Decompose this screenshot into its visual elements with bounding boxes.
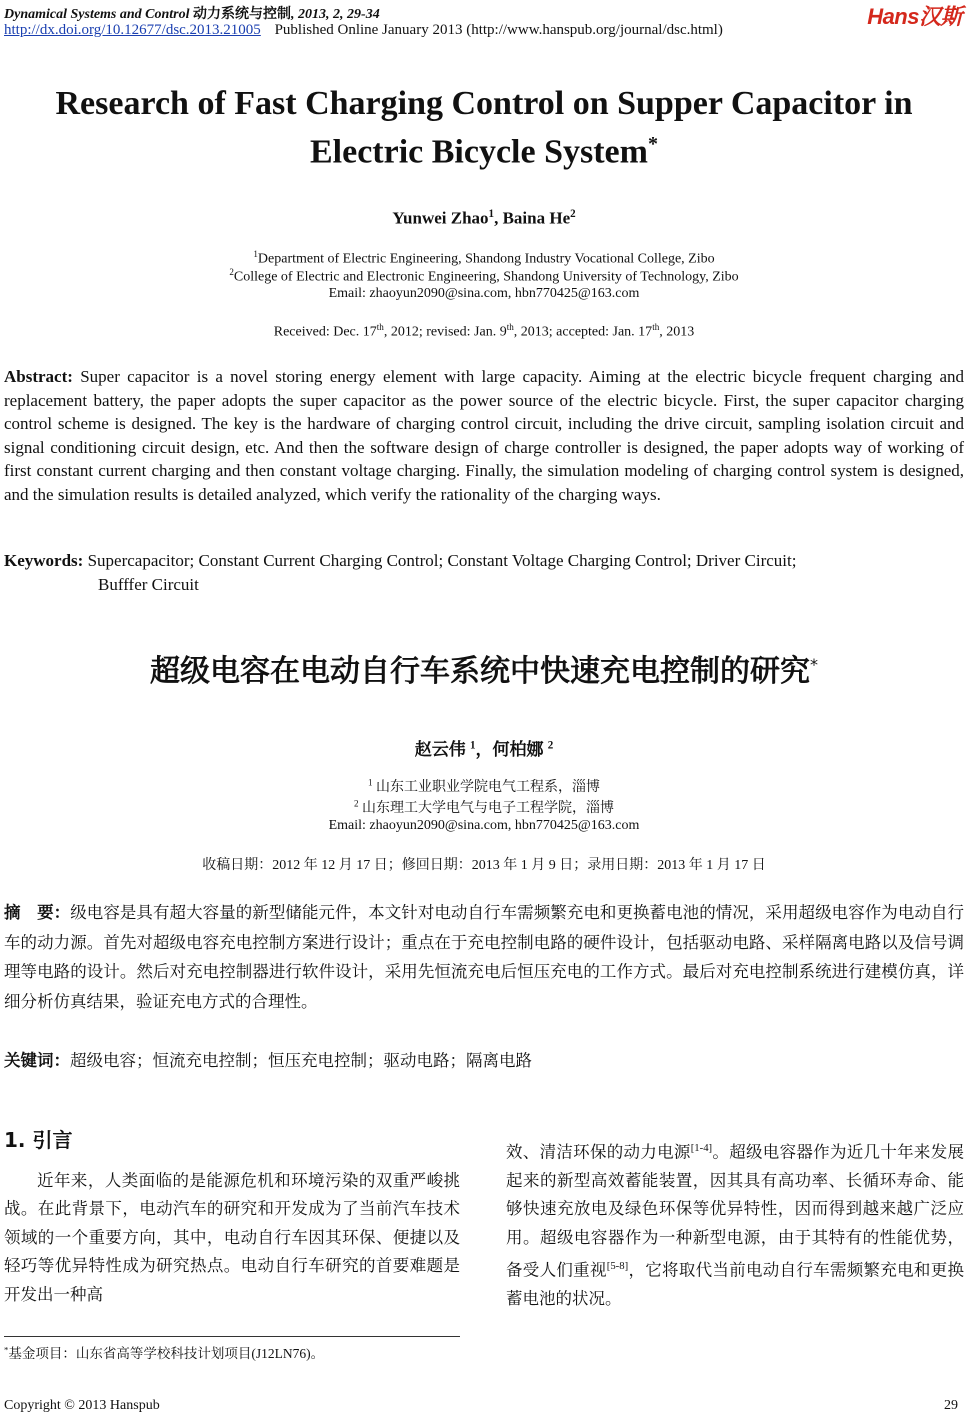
intro-right-column: 效、清洁环保的动力电源[1-4]。超级电容器作为近几十年来发展起来的新型高效蓄能装置，因其具有高功率、长循环寿命、能够快速充放电及绿色环保等优异特性，因而得到越来越广泛应用。超级电容器作为一种新型电源，由于其特有的性能优势，备受人们重视[5-8]，它将取代当前电动自行车需频繁充电和更换蓄电池的状况。 xyxy=(506,1142,965,1309)
authors-cn: 赵云伟 $^1$，何柏娜 $^2$ xyxy=(414,739,554,759)
author-2-cn: 何柏娜 xyxy=(492,740,544,759)
section-heading-introduction: 1. 引言 xyxy=(4,1128,73,1152)
citation-ref: [5-8] xyxy=(606,1260,629,1273)
email-en: Email: zhaoyun2090@sina.com, hbn770425@163.com xyxy=(328,286,640,301)
dates-cn: 收稿日期：2012 年 12 月 17 日；修回日期：2013 年 1 月 9 日；录用日期：2013 年 1 月 17 日 xyxy=(202,858,766,873)
volume-info: , 2013, 2, 29-34 xyxy=(291,7,380,22)
title-line-2: Electric Bicycle System* xyxy=(310,133,658,171)
journal-header xyxy=(4,3,380,23)
affiliation-2-en: $^2$College of Electric and Electronic Engineering, Shandong University of Technology, Zibo xyxy=(229,267,739,285)
funding-mark: * xyxy=(647,133,658,155)
copyright-footer: Copyright © 2013 Hanspub xyxy=(4,1398,160,1413)
paper-title-en xyxy=(0,84,968,172)
affiliation-2-cn: $^2$ 山东理工大学电气与电子工程学院，淄博 xyxy=(353,798,615,816)
keywords-label-cn: 关键词： xyxy=(4,1051,70,1070)
published-online: Published Online January 2013 (http://www.hanspub.org/journal/dsc.html) xyxy=(274,22,723,38)
abstract-en xyxy=(4,365,964,507)
abstract-cn xyxy=(4,898,964,1016)
paper-title-cn: 超级电容在电动自行车系统中快速充电控制的研究* xyxy=(150,654,818,689)
author-1-cn: 赵云伟 xyxy=(414,740,466,759)
citation-ref: [1-4] xyxy=(690,1142,713,1154)
footnote-divider xyxy=(4,1336,460,1337)
publisher-logo: Hans汉斯 xyxy=(867,4,962,29)
funding-mark-cn: * xyxy=(810,655,818,674)
funding-footnote: *基金项目：山东省高等学校科技计划项目(J12LN76)。 xyxy=(4,1344,325,1361)
keywords-label: Keywords: xyxy=(4,551,84,570)
author-1: Yunwei Zhao xyxy=(392,208,489,228)
title-line-1: Research of Fast Charging Control on Supper Capacitor in xyxy=(55,85,913,122)
abstract-label-cn: 摘 要： xyxy=(4,903,71,922)
keywords-cn: 关键词：超级电容；恒流充电控制；恒压充电控制；驱动电路；隔离电路 xyxy=(4,1051,532,1070)
email-cn: Email: zhaoyun2090@sina.com, hbn770425@163.com xyxy=(328,818,640,833)
doi-link[interactable]: http://dx.doi.org/10.12677/dsc.2013.21005 xyxy=(4,22,261,38)
authors-en: Yunwei Zhao$^1$, Baina He$^2$ xyxy=(392,208,576,228)
keywords-en: Keywords: Supercapacitor; Constant Current Charging Control; Constant Voltage Charging Control; Driver Circuit; Bufffer Circuit xyxy=(4,551,797,594)
journal-name-cn: 动力系统与控制 xyxy=(193,7,292,22)
author-2: Baina He xyxy=(502,208,571,228)
dates-en: Received: Dec. 17th, 2012; revised: Jan. 9th, 2013; accepted: Jan. 17th, 2013 xyxy=(273,322,695,340)
abstract-text: Super capacitor is a novel storing energy element with large capacity. Aiming at the electric bicycle frequent charging and replacement battery, the paper adopts the super capacitor as the power source of the electric bicycle. First, the super capacitor charging control scheme is designed. The key is the hardware of charging control circuit, including the drive circuit, sampling isolation circuit and signal conditioning circuit design, etc. And then the software design of charge controller is designed, the paper adopts way of working of first constant current charging and then constant voltage charging. Finally, the simulation modeling of charging control system is designed, and the simulation results is detailed analyzed, which verify the rationality of the charging ways. xyxy=(4,367,964,504)
affiliation-1-cn: $^1$ 山东工业职业学院电气工程系，淄博 xyxy=(367,777,601,795)
journal-name: Dynamical Systems and Control xyxy=(4,7,190,22)
abstract-label: Abstract: xyxy=(4,367,73,386)
page-number: 29 xyxy=(944,1398,958,1413)
publication-line xyxy=(4,22,723,39)
intro-left-column: 近年来，人类面临的是能源危机和环境污染的双重严峻挑战。在此背景下，电动汽车的研究和开发成为了当前汽车技术领域的一个重要方向，其中，电动自行车因其环保、便捷以及轻巧等优异特性成为研究热点。电动自行车研究的首要难题是开发出一种高 xyxy=(4,1171,460,1304)
abstract-text-cn: 级电容是具有超大容量的新型储能元件，本文针对电动自行车需频繁充电和更换蓄电池的情况，采用超级电容作为电动自行车的动力源。首先对超级电容充电控制方案进行设计；重点在于充电控制电路的硬件设计，包括驱动电路、采样隔离电路以及信号调理等电路的设计。然后对充电控制器进行软件设计，采用先恒流充电后恒压充电的工作方式。最后对充电控制系统进行建模仿真，详细分析仿真结果，验证充电方式的合理性。 xyxy=(4,903,965,1011)
affiliation-1-en: $^1$Department of Electric Engineering, Shandong Industry Vocational College, Zibo xyxy=(253,249,715,267)
